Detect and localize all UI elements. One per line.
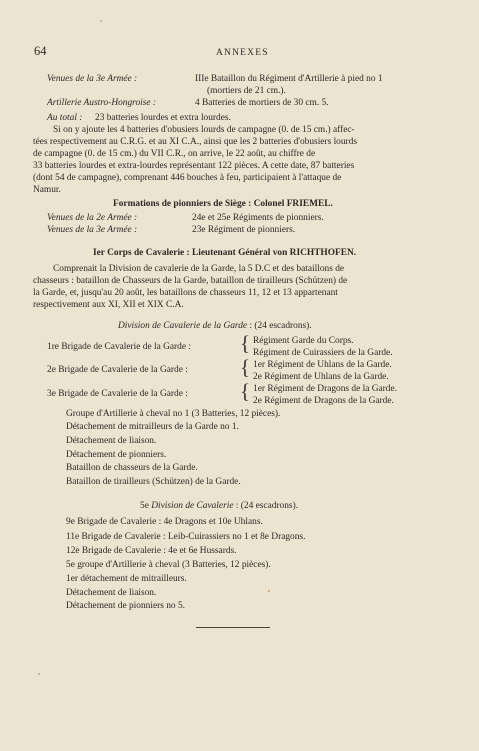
- brace-glyph: {: [240, 331, 251, 355]
- pioneers-text-3e: 23e Régiment de pionniers.: [192, 225, 296, 235]
- guard-division-heading-rest: : (24 escadrons).: [247, 321, 312, 331]
- brace-glyph: {: [240, 379, 251, 403]
- fifth-unit-line: 5e groupe d'Artillerie à cheval (3 Batteries, 12 pièces).: [66, 560, 271, 570]
- pioneers-label-3e: Venues de la 3e Armée :: [47, 225, 138, 235]
- fifth-unit-line: 12e Brigade de Cavalerie : 4e et 6e Hussards.: [66, 546, 237, 556]
- fifth-unit-line: Détachement de liaison.: [66, 588, 157, 598]
- artillery-para-line: (dont 54 de campagne), comprenant 446 bouches à feu, participaient à l'attaque de: [33, 173, 342, 183]
- fifth-division-heading-rest: : (24 escadrons).: [233, 501, 299, 511]
- artillery-text-2: 4 Batteries de mortiers de 30 cm. 5.: [195, 98, 329, 108]
- regiment-line: 1er Régiment de Uhlans de la Garde.: [253, 360, 392, 370]
- fifth-unit-line: 11e Brigade de Cavalerie : Leib-Cuirassiers no 1 et 8e Dragons.: [66, 532, 306, 542]
- regiment-line: Régiment de Cuirassiers de la Garde.: [253, 348, 393, 358]
- artillery-para-line: Si on y ajoute les 4 batteries d'obusiers lourds de campagne (0. de 15 cm.) affec-: [53, 125, 355, 135]
- brigade-label: 1re Brigade de Cavalerie de la Garde :: [47, 342, 191, 352]
- total-text: 23 batteries lourdes et extra lourdes.: [95, 113, 231, 123]
- artillery-para-line: 33 batteries lourdes et extra-lourdes représentant 122 pièces. A cette date, 87 batteries: [33, 161, 355, 171]
- running-header: ANNEXES: [216, 48, 269, 58]
- fifth-unit-line: 9e Brigade de Cavalerie : 4e Dragons et 10e Uhlans.: [66, 517, 263, 527]
- fifth-division-heading-italic: Division de Cavalerie: [151, 501, 234, 511]
- artillery-para-line: Namur.: [33, 185, 61, 195]
- guard-unit-line: Détachement de mitrailleurs de la Garde no 1.: [66, 422, 239, 432]
- regiment-line: 2e Régiment de Uhlans de la Garde.: [253, 372, 389, 382]
- brace-glyph: {: [240, 355, 251, 379]
- paper-speck: [268, 590, 270, 592]
- cavalry-para-line: la Garde, et, jusqu'au 20 août, les bataillons de chasseurs 11, 12 et 13 appartenant: [33, 288, 338, 298]
- artillery-text-1b: (mortiers de 21 cm.).: [207, 86, 286, 96]
- fifth-division-heading: [140, 500, 298, 512]
- artillery-para-line: tées respectivement au C.R.G. et au XI C.A., ainsi que les 2 batteries d'obusiers lourds: [33, 137, 358, 147]
- fifth-unit-line: 1er détachement de mitrailleurs.: [66, 574, 187, 584]
- total-label: Au total :: [47, 113, 83, 123]
- cavalry-para-line: Comprenait la Division de cavalerie de la Garde, la 5 D.C et des bataillons de: [53, 264, 345, 274]
- guard-unit-line: Détachement de pionniers.: [66, 450, 167, 460]
- regiment-line: 1er Régiment de Dragons de la Garde.: [253, 384, 397, 394]
- artillery-label-austro: Artillerie Austro-Hongroise :: [47, 98, 157, 108]
- guard-unit-line: Détachement de liaison.: [66, 436, 157, 446]
- fifth-division-heading-prefix: 5e: [140, 501, 152, 511]
- pioneers-text-2e: 24e et 25e Régiments de pionniers.: [192, 213, 324, 223]
- guard-division-heading-italic: Division de Cavalerie de la Garde: [118, 321, 248, 331]
- page-number: 64: [34, 44, 47, 58]
- artillery-text-1a: IIIe Bataillon du Régiment d'Artillerie à pied no 1: [195, 74, 383, 84]
- artillery-label-3e-armee: Venues de la 3e Armée :: [47, 74, 138, 84]
- paper-speck: [38, 673, 40, 675]
- fifth-unit-line: Détachement de pionniers no 5.: [66, 601, 185, 611]
- cavalry-corps-heading: Ier Corps de Cavalerie : Lieutenant Général von RICHTHOFEN.: [93, 248, 357, 258]
- regiment-line: 2e Régiment de Dragons de la Garde.: [253, 396, 394, 406]
- guard-unit-line: Bataillon de chasseurs de la Garde.: [66, 463, 198, 473]
- artillery-para-line: de campagne (0. de 15 cm.) du VII C.R., on arrive, le 22 août, au chiffre de: [33, 149, 316, 159]
- pioneers-heading: Formations de pionniers de Siège : Colonel FRIEMEL.: [113, 199, 333, 209]
- cavalry-para-line: respectivement aux XI, XII et XIX C.A.: [33, 300, 184, 310]
- guard-unit-line: Groupe d'Artillerie à cheval no 1 (3 Batteries, 12 pièces).: [66, 409, 281, 419]
- pioneers-label-2e: Venues de la 2e Armée :: [47, 213, 138, 223]
- brigade-label: 2e Brigade de Cavalerie de la Garde :: [47, 365, 188, 375]
- brigade-label: 3e Brigade de Cavalerie de la Garde :: [47, 389, 188, 399]
- section-end-rule: [196, 627, 270, 628]
- regiment-line: Régiment Garde du Corps.: [253, 336, 354, 346]
- guard-division-heading: [118, 320, 312, 332]
- paper-speck: [100, 20, 102, 22]
- guard-unit-line: Bataillon de tirailleurs (Schützen) de la Garde.: [66, 477, 241, 487]
- cavalry-para-line: chasseurs : bataillon de Chasseurs de la Garde, bataillon de tirailleurs (Schützen) de: [33, 276, 348, 286]
